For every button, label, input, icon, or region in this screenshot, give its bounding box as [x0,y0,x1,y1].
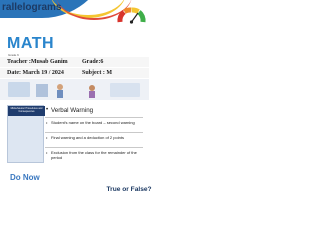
banner-illustration [0,79,149,100]
subject-label: Subject : M [82,70,112,76]
behavior-gauge-icon [118,4,145,24]
lesson-slide [0,0,152,198]
slide-title: rallelograms [2,2,62,13]
bullet-icon: • [46,150,48,155]
divider [45,117,143,118]
list-item-text: Final warning and a deduction of 2 points [51,135,124,140]
date-label: Date: March 19 / 2024 [7,70,64,76]
grade-label: Grade:6 [82,59,104,65]
logo-grade-tag: Grade 6 [8,53,19,57]
divider [45,147,143,148]
teacher-row [0,57,149,67]
do-now-heading: Do Now [10,173,40,182]
procedures-header: Misbehaviour Procedures and Consequences [8,106,45,116]
date-row [0,68,149,78]
tf-label: True or False? [106,186,152,193]
bullet-icon: • [46,135,48,140]
divider [45,132,143,133]
consequences-panel [7,105,143,171]
list-item-text: Student's name on the board – second warning [51,120,135,125]
list-item-text: Exclusion from the class for the remainder of the period [51,150,137,160]
math-logo: MATH [7,35,55,52]
consequences-list [45,105,143,171]
bullet-icon: • [46,107,49,113]
teacher-label: Teacher :Musab Ganim [7,59,68,65]
list-item-text: Verbal Warning [51,107,94,114]
procedures-card [7,105,44,163]
true-or-false-badge [106,180,152,196]
bullet-icon: • [46,120,48,125]
